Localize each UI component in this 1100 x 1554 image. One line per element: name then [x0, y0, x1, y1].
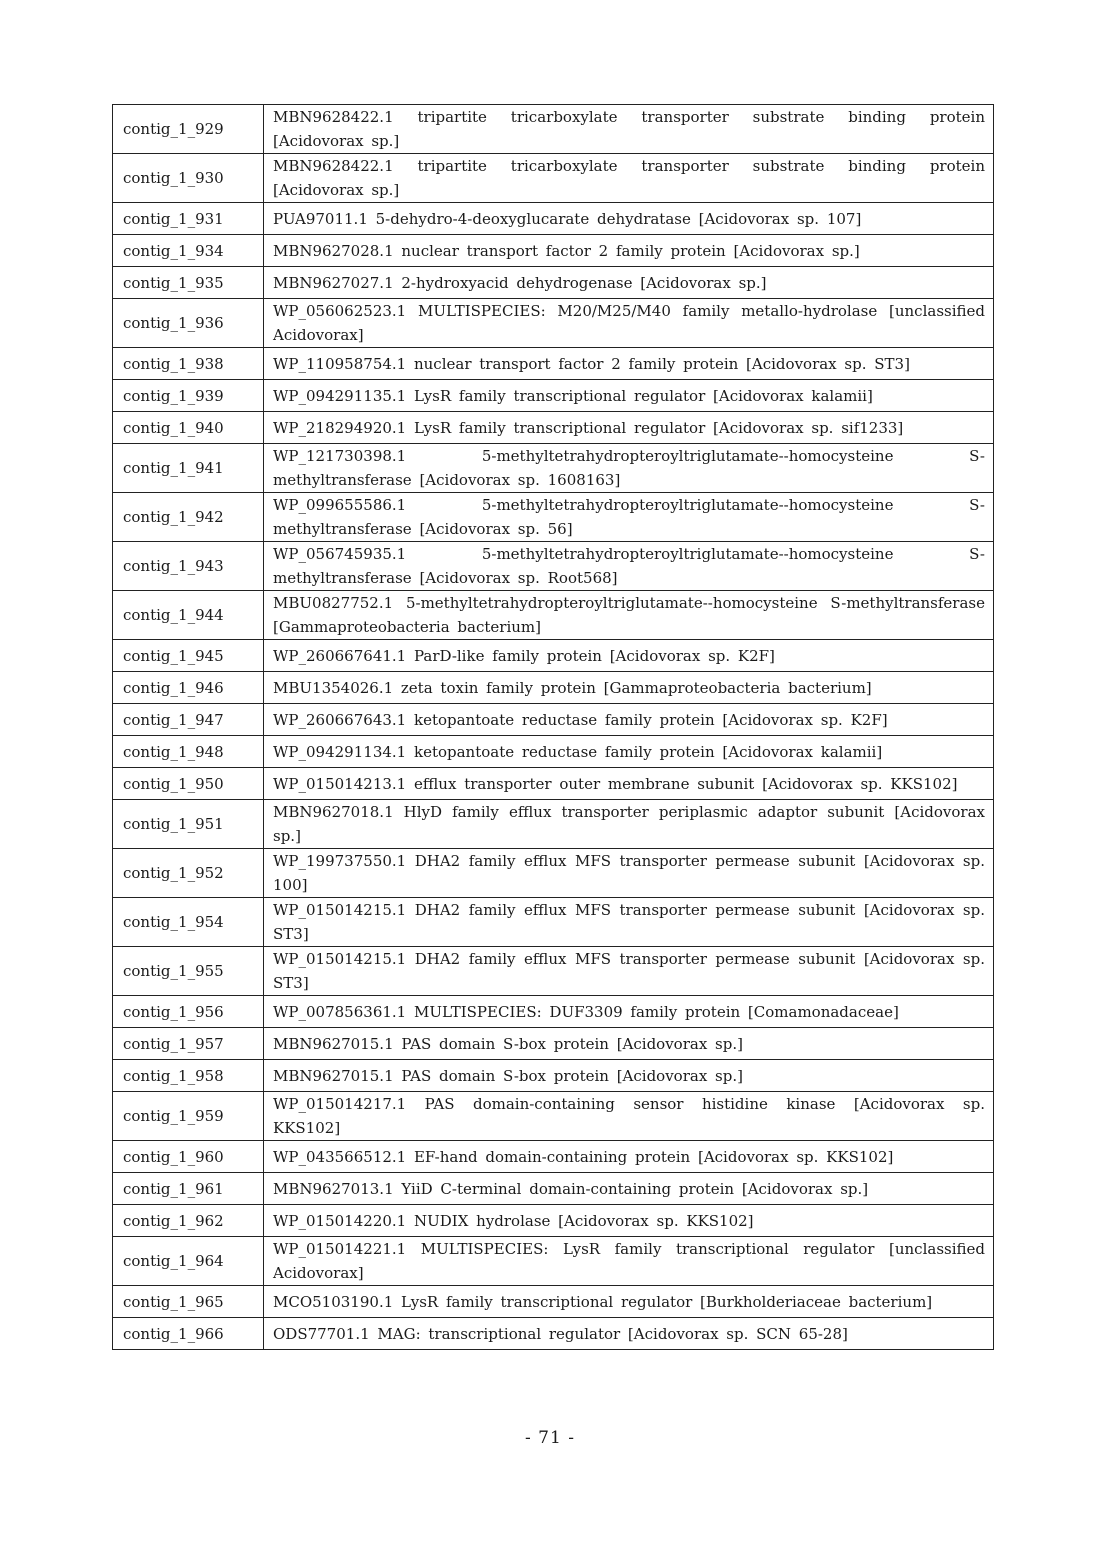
contig-id-cell: contig_1_964 — [113, 1237, 264, 1286]
table-body — [113, 105, 994, 1350]
contig-annotation-table — [112, 104, 994, 1350]
table-row — [113, 1060, 994, 1092]
table-row — [113, 1318, 994, 1350]
table-row — [113, 348, 994, 380]
contig-id-cell: contig_1_939 — [113, 380, 264, 412]
table-row — [113, 154, 994, 203]
annotation-cell: MBN9628422.1 tripartite tricarboxylate transporter substrate binding protein [Acidovorax sp.] — [264, 105, 994, 154]
annotation-cell: MBN9627018.1 HlyD family efflux transporter periplasmic adaptor subunit [Acidovorax sp.] — [264, 800, 994, 849]
contig-id-cell: contig_1_950 — [113, 768, 264, 800]
contig-id-cell: contig_1_940 — [113, 412, 264, 444]
contig-id-cell: contig_1_938 — [113, 348, 264, 380]
table-row — [113, 105, 994, 154]
annotation-cell: WP_056062523.1 MULTISPECIES: M20/M25/M40 family metallo-hydrolase [unclassified Acidovorax] — [264, 299, 994, 348]
annotation-cell: WP_218294920.1 LysR family transcriptional regulator [Acidovorax sp. sif1233] — [264, 412, 994, 444]
contig-id-cell: contig_1_957 — [113, 1028, 264, 1060]
table-row — [113, 1173, 994, 1205]
contig-id-cell: contig_1_947 — [113, 704, 264, 736]
table-row — [113, 800, 994, 849]
table-row — [113, 736, 994, 768]
annotation-cell: WP_015014217.1 PAS domain-containing sensor histidine kinase [Acidovorax sp. KKS102] — [264, 1092, 994, 1141]
contig-id-cell: contig_1_952 — [113, 849, 264, 898]
table-row — [113, 1237, 994, 1286]
contig-id-cell: contig_1_958 — [113, 1060, 264, 1092]
contig-id-cell: contig_1_962 — [113, 1205, 264, 1237]
annotation-cell: MBN9627013.1 YiiD C-terminal domain-containing protein [Acidovorax sp.] — [264, 1173, 994, 1205]
annotation-cell: PUA97011.1 5-dehydro-4-deoxyglucarate dehydratase [Acidovorax sp. 107] — [264, 203, 994, 235]
annotation-cell: WP_015014213.1 efflux transporter outer membrane subunit [Acidovorax sp. KKS102] — [264, 768, 994, 800]
annotation-cell: WP_043566512.1 EF-hand domain-containing protein [Acidovorax sp. KKS102] — [264, 1141, 994, 1173]
contig-id-cell: contig_1_961 — [113, 1173, 264, 1205]
contig-id-cell: contig_1_941 — [113, 444, 264, 493]
annotation-cell: WP_015014220.1 NUDIX hydrolase [Acidovorax sp. KKS102] — [264, 1205, 994, 1237]
annotation-cell: MBN9628422.1 tripartite tricarboxylate transporter substrate binding protein [Acidovorax sp.] — [264, 154, 994, 203]
page-number: - 71 - — [525, 1428, 575, 1448]
annotation-cell: WP_260667641.1 ParD-like family protein [Acidovorax sp. K2F] — [264, 640, 994, 672]
annotation-cell: MBN9627027.1 2-hydroxyacid dehydrogenase [Acidovorax sp.] — [264, 267, 994, 299]
annotation-cell: WP_094291134.1 ketopantoate reductase family protein [Acidovorax kalamii] — [264, 736, 994, 768]
table-row — [113, 542, 994, 591]
annotation-cell: MCO5103190.1 LysR family transcriptional regulator [Burkholderiaceae bacterium] — [264, 1286, 994, 1318]
contig-id-cell: contig_1_955 — [113, 947, 264, 996]
contig-id-cell: contig_1_945 — [113, 640, 264, 672]
annotation-cell: ODS77701.1 MAG: transcriptional regulator [Acidovorax sp. SCN 65-28] — [264, 1318, 994, 1350]
table-row — [113, 444, 994, 493]
table-row — [113, 591, 994, 640]
contig-id-cell: contig_1_948 — [113, 736, 264, 768]
contig-id-cell: contig_1_966 — [113, 1318, 264, 1350]
table-row — [113, 849, 994, 898]
contig-id-cell: contig_1_944 — [113, 591, 264, 640]
contig-id-cell: contig_1_934 — [113, 235, 264, 267]
annotation-cell: WP_015014215.1 DHA2 family efflux MFS transporter permease subunit [Acidovorax sp. ST3] — [264, 898, 994, 947]
annotation-cell: WP_056745935.1 5-methyltetrahydropteroyltriglutamate--homocysteine S-methyltransferase [Acidovorax sp. Root568] — [264, 542, 994, 591]
annotation-cell: MBU1354026.1 zeta toxin family protein [Gammaproteobacteria bacterium] — [264, 672, 994, 704]
contig-id-cell: contig_1_960 — [113, 1141, 264, 1173]
contig-id-cell: contig_1_935 — [113, 267, 264, 299]
table-row — [113, 299, 994, 348]
contig-id-cell: contig_1_956 — [113, 996, 264, 1028]
table-row — [113, 493, 994, 542]
annotation-cell: WP_099655586.1 5-methyltetrahydropteroyltriglutamate--homocysteine S-methyltransferase [Acidovorax sp. 56] — [264, 493, 994, 542]
contig-id-cell: contig_1_959 — [113, 1092, 264, 1141]
table-row — [113, 996, 994, 1028]
table-row — [113, 380, 994, 412]
table-row — [113, 1141, 994, 1173]
table-row — [113, 640, 994, 672]
contig-id-cell: contig_1_965 — [113, 1286, 264, 1318]
annotation-cell: WP_199737550.1 DHA2 family efflux MFS transporter permease subunit [Acidovorax sp. 100] — [264, 849, 994, 898]
table-row — [113, 1028, 994, 1060]
annotation-cell: WP_110958754.1 nuclear transport factor 2 family protein [Acidovorax sp. ST3] — [264, 348, 994, 380]
contig-id-cell: contig_1_942 — [113, 493, 264, 542]
annotation-cell: MBN9627015.1 PAS domain S-box protein [Acidovorax sp.] — [264, 1028, 994, 1060]
table-row — [113, 203, 994, 235]
annotation-cell: WP_015014215.1 DHA2 family efflux MFS transporter permease subunit [Acidovorax sp. ST3] — [264, 947, 994, 996]
contig-id-cell: contig_1_936 — [113, 299, 264, 348]
table-row — [113, 768, 994, 800]
annotation-cell: WP_015014221.1 MULTISPECIES: LysR family transcriptional regulator [unclassified Acidovorax] — [264, 1237, 994, 1286]
table-row — [113, 1092, 994, 1141]
table-row — [113, 267, 994, 299]
table-row — [113, 672, 994, 704]
table-row — [113, 898, 994, 947]
contig-id-cell: contig_1_946 — [113, 672, 264, 704]
table-row — [113, 1205, 994, 1237]
annotation-cell: WP_260667643.1 ketopantoate reductase family protein [Acidovorax sp. K2F] — [264, 704, 994, 736]
contig-id-cell: contig_1_929 — [113, 105, 264, 154]
annotation-cell: MBN9627028.1 nuclear transport factor 2 family protein [Acidovorax sp.] — [264, 235, 994, 267]
annotation-cell: WP_121730398.1 5-methyltetrahydropteroyltriglutamate--homocysteine S-methyltransferase [Acidovorax sp. 1608163] — [264, 444, 994, 493]
annotation-cell: WP_007856361.1 MULTISPECIES: DUF3309 family protein [Comamonadaceae] — [264, 996, 994, 1028]
table-row — [113, 412, 994, 444]
contig-id-cell: contig_1_931 — [113, 203, 264, 235]
contig-id-cell: contig_1_954 — [113, 898, 264, 947]
table-row — [113, 704, 994, 736]
contig-id-cell: contig_1_930 — [113, 154, 264, 203]
table-row — [113, 947, 994, 996]
table-row — [113, 235, 994, 267]
annotation-cell: MBU0827752.1 5-methyltetrahydropteroyltriglutamate--homocysteine S-methyltransferase [Gammaproteobacteria bacterium] — [264, 591, 994, 640]
annotation-cell: MBN9627015.1 PAS domain S-box protein [Acidovorax sp.] — [264, 1060, 994, 1092]
contig-id-cell: contig_1_943 — [113, 542, 264, 591]
annotation-cell: WP_094291135.1 LysR family transcriptional regulator [Acidovorax kalamii] — [264, 380, 994, 412]
table-row — [113, 1286, 994, 1318]
contig-id-cell: contig_1_951 — [113, 800, 264, 849]
